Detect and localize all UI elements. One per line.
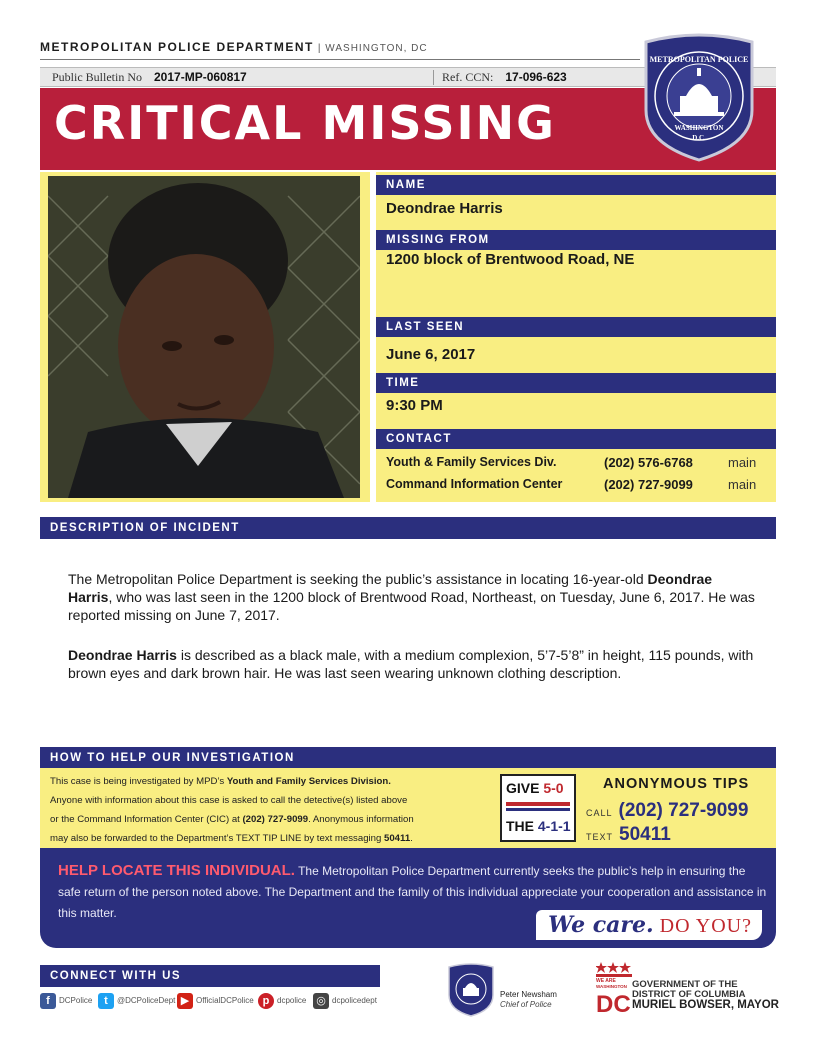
contact-unit: Youth & Family Services Div. bbox=[386, 455, 557, 469]
last-seen-label: LAST SEEN bbox=[376, 317, 776, 337]
badge-top-text: METROPOLITAN POLICE bbox=[649, 55, 749, 64]
contact-unit: Command Information Center bbox=[386, 477, 563, 491]
anonymous-tips-title: ANONYMOUS TIPS bbox=[603, 776, 750, 792]
bulletin-label: Public Bulletin No bbox=[52, 70, 142, 84]
dc-government-text bbox=[632, 980, 779, 1010]
social-link-instagram[interactable]: ◎ dcpolicedept bbox=[313, 992, 377, 1010]
missing-from-label: MISSING FROM bbox=[376, 230, 776, 250]
ccn-number: 17-096-623 bbox=[505, 70, 567, 84]
tip-call-number[interactable]: (202) 727-9099 bbox=[618, 800, 749, 821]
person-name: Deondrae Harris bbox=[68, 647, 177, 663]
call-label: CALL bbox=[586, 808, 613, 818]
we-are-text: WE ARE bbox=[596, 978, 616, 984]
twitter-icon: t bbox=[98, 993, 114, 1009]
tip-call-row bbox=[586, 800, 748, 822]
social-link-youtube[interactable]: ▶ OfficialDCPolice bbox=[177, 992, 254, 1010]
gov-line-2: DISTRICT OF COLUMBIA bbox=[632, 989, 746, 1000]
badge-sub-text: D.C. bbox=[692, 134, 706, 142]
contact-label: CONTACT bbox=[376, 429, 776, 449]
tip-text-number[interactable]: 50411 bbox=[619, 824, 671, 845]
badge-bottom-text: WASHINGTON bbox=[674, 124, 724, 132]
connect-section-header: CONNECT WITH US bbox=[40, 965, 380, 987]
incident-paragraph-2: Deondrae Harris is described as a black male, with a medium complexion, 5’7-5’8” in height, 115 pounds, with brown eyes and dark brown hair. He was last seen wearing unknown clothing description. bbox=[68, 647, 754, 681]
social-link-twitter[interactable]: t @DCPoliceDept bbox=[98, 992, 175, 1010]
help-section-header: HOW TO HELP OUR INVESTIGATION bbox=[40, 747, 776, 769]
social-link-pinterest[interactable]: p dcpolice bbox=[258, 992, 306, 1010]
we-care-slogan bbox=[536, 910, 762, 940]
last-seen-value: June 6, 2017 bbox=[386, 346, 476, 363]
bulletin-number: 2017-MP-060817 bbox=[154, 70, 247, 84]
help-locate-body: The Metropolitan Police Department currently seeks the public’s help in ensuring the safe return of the person noted above. The Department and the family of this individual appreciate your cooperation and assistance in this matter. bbox=[58, 864, 767, 920]
contact-type: main bbox=[728, 477, 757, 492]
slogan-we-care: We care. bbox=[548, 912, 654, 938]
ccn-label: Ref. CCN: bbox=[442, 70, 494, 84]
department-header bbox=[40, 40, 428, 54]
missing-person-photo bbox=[48, 176, 360, 498]
youtube-icon: ▶ bbox=[177, 993, 193, 1009]
contact-type: main bbox=[728, 455, 757, 470]
mayor-name: MURIEL BOWSER, MAYOR bbox=[632, 999, 779, 1011]
ccn-field bbox=[442, 68, 567, 87]
contact-row bbox=[386, 455, 757, 470]
person-name: Deondrae Harris bbox=[68, 571, 713, 605]
dc-text: DC bbox=[596, 991, 631, 1014]
tip-text-row bbox=[586, 824, 671, 846]
info-block bbox=[376, 172, 776, 502]
time-label: TIME bbox=[376, 373, 776, 393]
gov-line-1: GOVERNMENT OF THE bbox=[632, 979, 738, 990]
pinterest-icon: p bbox=[258, 993, 274, 1009]
department-location: | WASHINGTON, DC bbox=[317, 43, 428, 54]
social-link-facebook[interactable]: f DCPolice bbox=[40, 992, 92, 1010]
bulletin-number-field bbox=[52, 68, 247, 87]
missing-from-value: 1200 block of Brentwood Road, NE bbox=[386, 251, 635, 268]
incident-section-header: DESCRIPTION OF INCIDENT bbox=[40, 517, 776, 539]
social-links bbox=[40, 992, 390, 1010]
banner-title: CRITICAL MISSING bbox=[54, 96, 556, 150]
contact-row bbox=[386, 477, 757, 492]
header-rule bbox=[40, 59, 640, 60]
name-value: Deondrae Harris bbox=[386, 200, 503, 217]
incident-paragraph-1: The Metropolitan Police Department is seeking the public’s assistance in locating 16-year-old Deondrae Harris, who was last seen in the 1200 block of Brentwood Road, Northeast, on Tuesday, June 6, 2017. He was reported missing on June 7, 2017. bbox=[68, 571, 755, 623]
help-locate-block bbox=[40, 848, 776, 948]
instagram-icon: ◎ bbox=[313, 993, 329, 1009]
name-label: NAME bbox=[376, 175, 776, 195]
mpd-badge-logo bbox=[640, 32, 758, 164]
time-value: 9:30 PM bbox=[386, 397, 443, 414]
help-block bbox=[40, 768, 776, 848]
chief-badge-logo bbox=[446, 962, 496, 1018]
facebook-icon: f bbox=[40, 993, 56, 1009]
washington-text: WASHINGTON bbox=[596, 984, 627, 989]
contact-phone[interactable]: (202) 576-6768 bbox=[604, 455, 693, 470]
chief-name: Peter Newsham bbox=[500, 990, 557, 999]
text-label: TEXT bbox=[586, 832, 614, 842]
chief-signature bbox=[500, 990, 557, 1010]
department-name: METROPOLITAN POLICE DEPARTMENT bbox=[40, 40, 314, 54]
chief-title: Chief of Police bbox=[500, 1000, 552, 1009]
bulletin-divider bbox=[433, 70, 434, 85]
slogan-do-you: DO YOU? bbox=[659, 915, 752, 937]
help-locate-headline: HELP LOCATE THIS INDIVIDUAL. bbox=[58, 862, 295, 879]
help-text: This case is being investigated by MPD’s Youth and Family Services Division. Anyone with information about this case is asked to call the detective(s) listed above or the Command Information Center (CIC) at (202) 727-9099. Anonymous information may also be forwarded to the Department’s TEXT TIP LINE by text messaging 50411. bbox=[50, 776, 414, 844]
give-50-logo: GIVE 5-0 THE 4-1-1 bbox=[500, 774, 576, 842]
contact-phone[interactable]: (202) 727-9099 bbox=[604, 477, 693, 492]
